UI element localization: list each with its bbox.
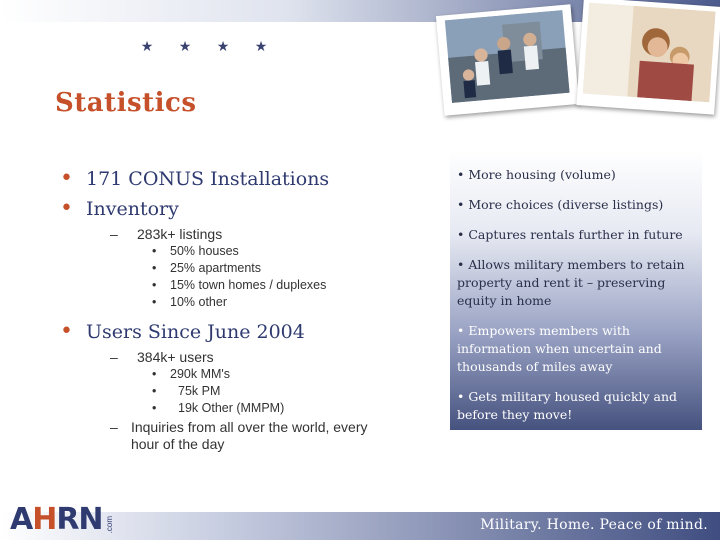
bullet-text: 171 CONUS Installations xyxy=(86,168,330,190)
bullet-users xyxy=(60,317,400,347)
sub-text: Inquiries from all over the world, every hour of the day xyxy=(130,419,368,452)
tagline: Military. Home. Peace of mind. xyxy=(480,517,708,533)
bullet-icon: • xyxy=(60,319,73,344)
benefit-item: • Allows military members to retain property and rent it – preserving equity in home xyxy=(457,257,685,308)
photo-family xyxy=(576,0,720,115)
inquiries-sub: – Inquiries from all over the world, every hour of the day xyxy=(60,419,390,453)
list-item: • 25% apartments xyxy=(152,261,262,275)
ahrn-logo: AHRN .com xyxy=(10,502,114,537)
list-item: • 290k MM's xyxy=(152,367,231,381)
bullet-text: Inventory xyxy=(86,198,179,220)
star-icon: ★ xyxy=(140,38,154,54)
benefit-item: • Empowers members with information when uncertain and thousands of miles away xyxy=(457,323,662,374)
star-icon: ★ xyxy=(178,38,192,54)
bullet-installations xyxy=(60,164,400,194)
list-item: • 15% town homes / duplexes xyxy=(152,278,327,292)
benefit-item: • Captures rentals further in future xyxy=(457,227,683,242)
benefit-item: • More housing (volume) xyxy=(457,167,616,182)
bullet-inventory xyxy=(60,194,400,224)
sailors-photo-icon xyxy=(441,10,573,104)
left-column xyxy=(60,164,400,453)
benefit-item: • More choices (diverse listings) xyxy=(457,197,664,212)
list-item: • 75k PM xyxy=(152,384,221,398)
list-item: • 19k Other (MMPM) xyxy=(152,401,285,415)
sub-text: 384k+ users xyxy=(137,349,214,365)
stars-row xyxy=(140,38,268,55)
inventory-sub: – 283k+ listings xyxy=(110,226,223,242)
photo-sailors xyxy=(436,4,579,115)
family-photo-icon xyxy=(582,3,716,103)
benefit-item: • Gets military housed quickly and before they move! xyxy=(457,389,678,422)
slide-title: Statistics xyxy=(55,88,197,118)
benefits-panel xyxy=(450,150,702,430)
sub-text: 283k+ listings xyxy=(137,226,223,242)
star-icon: ★ xyxy=(216,38,230,54)
users-sub: – 384k+ users xyxy=(110,349,214,365)
bullet-icon: • xyxy=(60,166,73,191)
list-item: • 10% other xyxy=(152,295,227,309)
bullet-icon: • xyxy=(60,196,73,221)
star-icon: ★ xyxy=(254,38,268,54)
bullet-text: Users Since June 2004 xyxy=(86,321,305,343)
list-item: • 50% houses xyxy=(152,244,239,258)
